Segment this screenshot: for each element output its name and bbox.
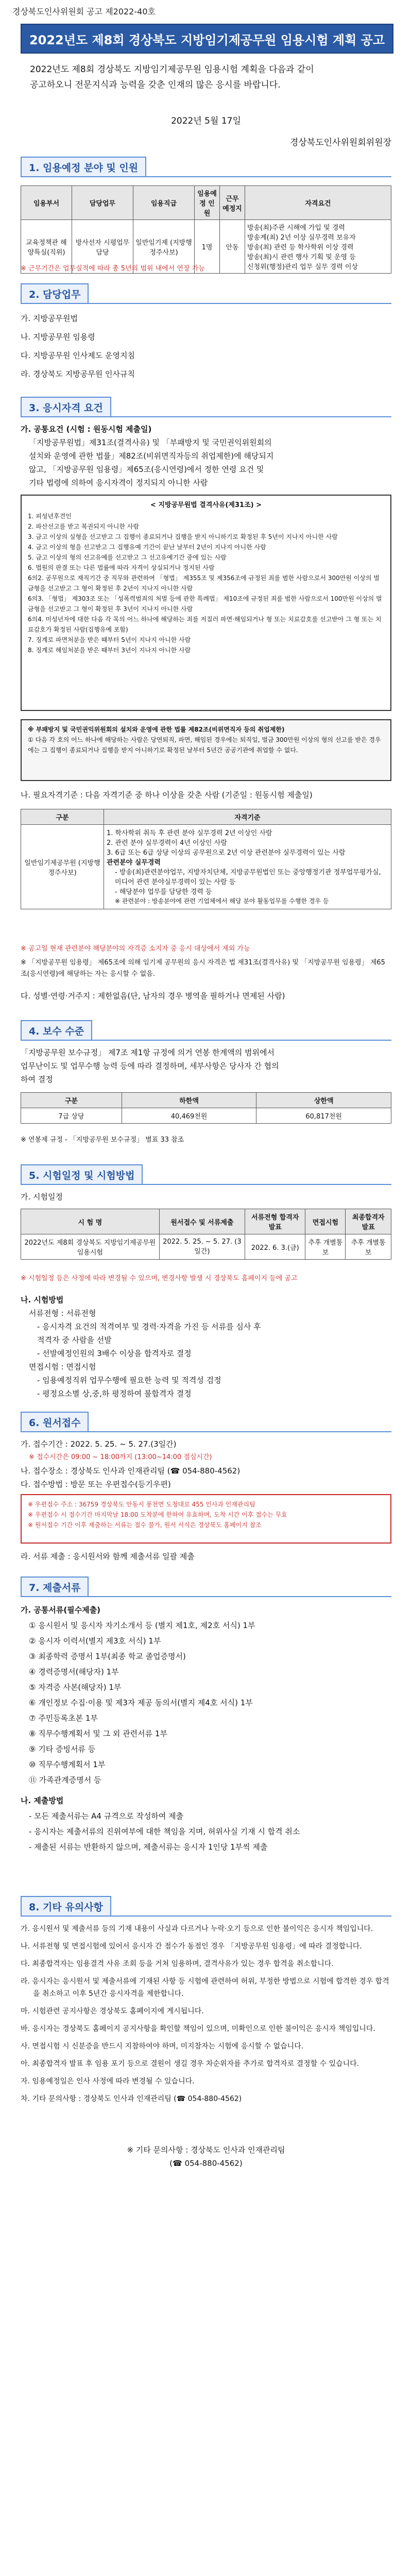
box-note: ※ 우편접수 시 접수기간 마지막날 18:00 도착분에 한하여 유효하며, 도착 시간 이후 접수는 무효 bbox=[28, 1511, 287, 1518]
paragraph-line: 하여 결정 bbox=[21, 1075, 53, 1084]
qual-line: 신청위(행정)관리 업무 실무 경력 이상 bbox=[247, 263, 358, 271]
paragraph-line: 「지방공무원 보수규정」 제7조 제1항 규정에 의거 연봉 한계액의 범위에서 bbox=[21, 1048, 274, 1057]
method-line: - 임용예정직위 업무수행에 필요한 능력 및 적격성 검정 bbox=[37, 1376, 221, 1385]
positions-table bbox=[21, 185, 391, 274]
section-4-rule bbox=[21, 1040, 391, 1041]
paragraph-line: 기타 법령에 의하여 응시자격이 정지되지 아니한 사람 bbox=[29, 478, 208, 487]
document-item: ⑦ 주민등록초본 1부 bbox=[29, 1714, 98, 1723]
table-row bbox=[21, 1108, 391, 1124]
cell-interview: 추후 개별통보 bbox=[305, 1234, 346, 1260]
method-line: - 평정요소별 상,중,하 평정하여 불합격자 결정 bbox=[37, 1389, 192, 1398]
col-header: 임용직급 bbox=[133, 186, 195, 220]
method-line: - 응시자격 요건의 적격여부 및 경력·자격을 가진 등 서류를 심사 후 bbox=[37, 1322, 261, 1331]
paragraph-line: 「지방공무원법」제31조(결격사유) 및 「부패방지 및 국민권익위원회의 bbox=[29, 438, 272, 447]
box-item: 6. 법원의 판결 또는 다른 법률에 따라 자격이 상실되거나 정지된 사람 bbox=[28, 564, 215, 571]
box-note: ※ 우편접수 주소 : 36759 경상북도 안동시 풍천면 도청대로 455 인사과 인재관리팀 bbox=[28, 1501, 255, 1508]
disqualification-box bbox=[21, 495, 391, 711]
exam-method-section bbox=[21, 1293, 391, 1400]
salary-table-header bbox=[21, 1093, 391, 1108]
cell-criteria bbox=[104, 825, 391, 909]
document-item: ⑥ 개인정보 수집·이용 및 제3자 제공 동의서(별지 제4호 서식) 1부 bbox=[29, 1698, 253, 1707]
section-1-note: ※ 근무기간은 업무실적에 따라 총 5년의 범위 내에서 연장 가능 bbox=[21, 265, 205, 273]
section-8-rule bbox=[21, 1916, 391, 1917]
col-header: 자격기준 bbox=[104, 809, 391, 825]
cell-grade: 7급 상당 bbox=[21, 1108, 122, 1124]
criteria-line: - 방송(최)관련분야업무, 지방자치단체, 지방공무원법인 또는 중앙행정기관 정부업무평가실, 미디어 관련 분야실무경력이 있는 사람 등 bbox=[115, 869, 381, 886]
table-row bbox=[21, 1234, 391, 1260]
salary-paragraph bbox=[21, 1046, 391, 1086]
col-header: 상한액 bbox=[256, 1093, 391, 1108]
issuing-organization: 경상북도인사위원회위원장 bbox=[289, 138, 391, 148]
contact-line: ※ 기타 문의사항 : 경상북도 인사과 인재관리팀 bbox=[127, 2145, 285, 2155]
announcement-title: 2022년도 제8회 경상북도 지방임기제공무원 임용시험 계획 공고 bbox=[21, 24, 393, 54]
section-3-rule bbox=[21, 416, 391, 417]
qualification-note: ※ 「지방공무원 임용령」 제65조에 의해 임기제 공무원의 응시 자격은 법 제31조(결격사유) 및 「지방공무원 임용령」 제65조(응시연령)에 해당하는 자는 응시할 수 없음. bbox=[21, 959, 385, 978]
box-item: 3. 금고 이상의 실형을 선고받고 그 집행이 종료되거나 집행을 받지 아니하기로 확정된 후 5년이 지나지 아니한 사람 bbox=[28, 533, 338, 540]
required-documents bbox=[21, 1602, 391, 1855]
subheading: 가. 공통요건 (시험 : 원동시험 제출일) bbox=[21, 425, 152, 434]
document-item: ③ 최종학력 증명서 1부(최종 학교 졸업증명서) bbox=[29, 1652, 186, 1661]
schedule-table bbox=[21, 1209, 391, 1260]
method-line: 적격자 중 사람을 선발 bbox=[37, 1335, 112, 1345]
cell-quals bbox=[245, 220, 391, 274]
section-2-heading: 2. 담당업무 bbox=[21, 283, 89, 304]
box-item: 4. 금고 이상의 형을 선고받고 그 집행유예 기간이 끝난 날부터 2년이 지나지 아니한 사람 bbox=[28, 544, 266, 551]
method-line: 면접시험 : 면접시험 bbox=[29, 1362, 96, 1371]
cell-min: 40,469천원 bbox=[122, 1108, 256, 1124]
cell-count: 1명 bbox=[195, 220, 220, 274]
precaution-item: 나. 서류전형 및 면접시험에 있어서 응시자 간 점수가 동점인 경우 「지방공무원 임용령」에 따라 결정합니다. bbox=[21, 1942, 362, 1951]
anti-corruption-box bbox=[21, 719, 391, 781]
box-item: 7. 징계로 파면처분을 받은 때부터 5년이 지나지 아니한 사람 bbox=[28, 636, 191, 643]
document-item: ⑩ 직무수행계획서 1부 bbox=[29, 1760, 106, 1769]
col-header: 최종합격자 발표 bbox=[346, 1209, 391, 1234]
box-item: 8. 징계로 해임처분을 받은 때부터 3년이 지나지 아니한 사람 bbox=[28, 647, 191, 654]
document-item: ⑤ 자격증 사본(해당자) 1부 bbox=[29, 1683, 122, 1692]
criteria-line: 1. 학사학위 취득 후 관련 분야 실무경력 2년 이상인 사람 bbox=[107, 829, 272, 837]
cell-doc-result: 2022. 6. 3.(금) bbox=[245, 1234, 305, 1260]
box-item: 5. 금고 이상의 형의 선고유예를 선고받고 그 선고유예기간 중에 있는 사람 bbox=[28, 554, 227, 561]
qual-line: 방송(최)주관 시해에 가입 및 경력 bbox=[247, 224, 345, 232]
document-submission: 라. 서류 제출 : 응시원서와 함께 제출서류 일괄 제출 bbox=[21, 1552, 195, 1561]
method-line: - 선발예정인원의 3배수 이상을 합격자로 결정 bbox=[37, 1349, 192, 1358]
precautions-list bbox=[21, 1923, 391, 2110]
postal-application-box bbox=[21, 1494, 391, 1544]
col-header: 서류전형 합격자 발표 bbox=[245, 1209, 305, 1234]
submission-rule: - 제출된 서류는 반환하지 않으며, 제출서류는 응시자 1인당 1부씩 제출 bbox=[29, 1842, 268, 1852]
cell-place: 안동 bbox=[220, 220, 245, 274]
precaution-item: 다. 최종합격자는 임용결격 사유 조회 등을 거쳐 임용하며, 결격사유가 있는 경우 합격을 취소합니다. bbox=[21, 1960, 334, 1968]
subheading: 가. 공통서류(필수제출) bbox=[21, 1605, 101, 1615]
application-method: 다. 접수방법 : 방문 또는 우편접수(등기우편) bbox=[21, 1480, 171, 1489]
box-item: 2. 파산선고를 받고 복권되지 아니한 사람 bbox=[28, 523, 139, 530]
section-6-rule bbox=[21, 1431, 391, 1432]
cell-dept: 교육정책관 해양특실(직위) bbox=[21, 220, 72, 274]
section-1-rule bbox=[21, 176, 391, 177]
box-note: ※ 부패방지 및 국민권익위원회의 설치와 운영에 관한 법률 제82조(비위면직자 등의 취업제한) bbox=[28, 726, 285, 733]
box-item: 1. 피성년후견인 bbox=[28, 513, 72, 520]
subheading: 나. 시험방법 bbox=[21, 1295, 64, 1304]
qualification-footnote: ※ 공고일 현재 관련분야 해당분야의 자격증 소지자 중 응시 대상에서 제외 가능 bbox=[21, 945, 250, 953]
application-period: 가. 접수기간 : 2022. 5. 25. ~ 5. 27.(3일간) bbox=[21, 1439, 177, 1449]
box-title: < 지방공무원법 결격사유(제31조) > bbox=[150, 501, 262, 509]
cell-grade-label: 일반임기제공무원 (지방행정주사보) bbox=[21, 825, 104, 909]
col-header: 임용부서 bbox=[21, 186, 72, 220]
schedule-note: ※ 시험일정 등은 사정에 따라 변경될 수 있으며, 변경사항 발생 시 경상북도 홈페이지 등에 공고 bbox=[21, 1275, 298, 1282]
col-header: 구분 bbox=[21, 809, 104, 825]
precaution-item: 라. 응시자는 응시원서 및 제출서류에 기재된 사항 등 시험에 관련하여 허위, 부정한 방법으로 시험에 합격한 경우 합격을 취소하고 이후 5년간 응시자격을 제한합니다. bbox=[21, 1977, 389, 1998]
cell-final-result: 추후 개별통보 bbox=[346, 1234, 391, 1260]
legal-basis-item: 다. 지방공무원 인사제도 운영지침 bbox=[21, 351, 135, 360]
qual-line: 방송(최)시 관련 행사 기획 및 운영 등 bbox=[247, 253, 356, 261]
submission-rule: - 응시자는 제출서류의 진위여부에 대한 책임을 지며, 허위사실 기재 시 합격 취소 bbox=[29, 1827, 300, 1836]
col-header: 자격요건 bbox=[245, 186, 391, 220]
box-item: 6의4. 미성년자에 대한 다음 각 목의 어느 하나에 해당하는 죄를 저질러 파면·해임되거나 형 또는 치료감호를 선고받아 그 형 또는 치료감호가 확정된 사람(집행유예 포함) bbox=[28, 616, 382, 633]
qualification-table-header bbox=[21, 809, 391, 825]
cell-exam-name: 2022년도 제8회 경상북도 지방임기제공무원 임용시험 bbox=[21, 1234, 160, 1260]
cell-application: 2022. 5. 25. ~ 5. 27. (3일간) bbox=[159, 1234, 245, 1260]
criteria-line: 3. 6급 또는 6급 상당 이상의 공무원으로 2년 이상 관련분야 실무경력이 있는 사람 bbox=[107, 849, 346, 857]
intro-line: 공고하오니 전문지식과 능력을 갖춘 인재의 많은 응시를 바랍니다. bbox=[30, 80, 281, 90]
application-place: 나. 접수장소 : 경상북도 인사과 인재관리팀 (☎ 054-880-4562) bbox=[21, 1466, 241, 1476]
table-row bbox=[21, 825, 391, 909]
required-qualification-heading: 나. 필요자격기준 : 다음 자격기준 중 하나 이상을 갖춘 사람 (기준일 : 원동시험 제출일) bbox=[21, 790, 313, 800]
section-6-heading: 6. 원서접수 bbox=[21, 1412, 89, 1432]
document-item: ⑨ 기타 증빙서류 등 bbox=[29, 1744, 96, 1754]
criteria-line: 2. 관련 분야 실무경력이 4년 이상인 사람 bbox=[107, 839, 227, 847]
section-1-heading: 1. 임용예정 분야 및 인원 bbox=[21, 157, 146, 177]
application-period-note: ※ 접수시간은 09:00 ~ 18:00까지 (13:00~14:00 점심시간) bbox=[29, 1453, 212, 1461]
box-item: 6의3. 「형법」 제303조 또는 「성폭력범죄의 처벌 등에 관한 특례법」 제10조에 규정된 죄를 범한 사람으로서 100만원 이상의 벌금형을 선고받고 그 형이 확정된 후 3년이 지나지 아니한 사람 bbox=[28, 595, 382, 613]
legal-basis-item: 나. 지방공무원 임용령 bbox=[21, 332, 95, 342]
col-header: 원서접수 및 서류제출 bbox=[159, 1209, 245, 1234]
document-item: ⑪ 가족관계증명서 등 bbox=[29, 1775, 101, 1785]
paragraph-line: 않고, 「지방공무원 임용령」제65조(응시연령)에서 정한 연령 요건 및 bbox=[29, 465, 264, 474]
section-8-heading: 8. 기타 유의사항 bbox=[21, 1896, 111, 1917]
col-header: 구분 bbox=[21, 1093, 122, 1108]
precaution-item: 차. 기타 문의사항 : 경상북도 인사과 인재관리팀 (☎ 054-880-4562) bbox=[21, 2095, 242, 2103]
precaution-item: 사. 면접시험 시 신분증을 반드시 지참하여야 하며, 미지참자는 시험에 응시할 수 없습니다. bbox=[21, 2042, 304, 2050]
common-requirements bbox=[21, 422, 391, 489]
contact-info bbox=[21, 2143, 391, 2170]
precaution-item: 마. 시험관련 공지사항은 경상북도 홈페이지에 게시됩니다. bbox=[21, 2007, 204, 2015]
document-item: ② 응시자 이력서(별지 제3호 서식) 1부 bbox=[29, 1636, 161, 1646]
section-2-rule bbox=[21, 303, 391, 304]
cell-task: 방사선자 시평업무 담당 bbox=[72, 220, 133, 274]
criteria-line: 관련분야 실무경력 bbox=[107, 859, 161, 867]
legal-basis-item: 가. 지방공무원법 bbox=[21, 314, 78, 323]
schedule-heading: 가. 시험일정 bbox=[21, 1192, 63, 1201]
box-note: ※ 원서접수 기간 이후 제출하는 서류는 접수 불가, 원서 서식은 경상북도 홈페이지 참조 bbox=[28, 1521, 262, 1529]
qualification-table bbox=[21, 809, 391, 909]
criteria-line: ※ 관련분야 : 방송분야에 관련 기업체에서 해당 분야 활동업무를 수행한 경우 등 bbox=[115, 897, 329, 905]
qual-line: 방송계(최) 2년 이상 실무경력 보유자 bbox=[247, 234, 356, 242]
document-item: ① 응시원서 및 응시자 자기소개서 등 (별지 제1호, 제2호 서식) 1부 bbox=[29, 1621, 255, 1630]
positions-table-header bbox=[21, 186, 391, 220]
document-item: ⑧ 직무수행계획서 및 그 외 관련서류 1부 bbox=[29, 1729, 167, 1738]
section-7-heading: 7. 제출서류 bbox=[21, 1577, 89, 1597]
box-item: 6의2. 공무원으로 재직기간 중 직무와 관련하여 「형법」 제355조 및 제356조에 규정된 죄를 범한 사람으로서 300만원 이상의 벌금형을 선고받고 그 형이 확정된 후 2년이 지나지 아니한 사람 bbox=[28, 574, 380, 592]
contact-line: (☎ 054-880-4562) bbox=[169, 2159, 243, 2168]
precaution-item: 아. 최종합격자 발표 후 임용 포기 등으로 결원이 생길 경우 차순위자를 추가로 합격자로 결정할 수 있습니다. bbox=[21, 2060, 359, 2068]
precaution-item: 가. 응시원서 및 제출서류 등의 기재 내용이 사실과 다르거나 누락·오기 등으로 인한 불이익은 응시자 책임입니다. bbox=[21, 1925, 373, 1933]
announcement-number: 경상북도인사위원회 공고 제2022-40호 bbox=[12, 7, 156, 16]
col-header: 근무 예정지 bbox=[220, 186, 245, 220]
criteria-line: - 해당분야 업무를 담당한 경력 등 bbox=[115, 888, 212, 896]
box-note: ① 다음 각 호의 어느 하나에 해당하는 사람은 당연퇴직, 파면, 해임된 경우에는 퇴직일, 벌금 300만원 이상의 형의 선고를 받은 경우에는 그 집행이 종료되거나 집행을 받지 아니하기로 확정된 날부터 5년간 공공기관에 취업할 수 없다. bbox=[28, 736, 381, 754]
submission-rule: - 모든 제출서류는 A4 규격으로 작성하여 제출 bbox=[29, 1811, 184, 1821]
precaution-item: 자. 임용예정일은 인사 사정에 따라 변경될 수 있습니다. bbox=[21, 2077, 195, 2086]
col-header: 면접시험 bbox=[305, 1209, 346, 1234]
section-4-heading: 4. 보수 수준 bbox=[21, 1020, 92, 1041]
col-header: 임용예정 인원 bbox=[195, 186, 220, 220]
section-3-heading: 3. 응시자격 요건 bbox=[21, 397, 111, 417]
other-requirements: 다. 성별·연령·거주지 : 제한없음(단, 남자의 경우 병역을 필하거나 면제된 사람) bbox=[21, 991, 285, 1001]
precaution-item: 바. 응시자는 경상북도 홈페이지 공지사항을 확인할 책임이 있으며, 미확인으로 인한 불이익은 응시자 책임입니다. bbox=[21, 2025, 375, 2033]
method-line: 서류전형 : 서류전형 bbox=[29, 1309, 96, 1318]
col-header: 시 험 명 bbox=[21, 1209, 160, 1234]
salary-note: ※ 연봉제 규정 - 「지방공무원 보수규정」 별표 33 참조 bbox=[21, 1136, 184, 1144]
section-7-rule bbox=[21, 1596, 391, 1597]
section-5-heading: 5. 시험일정 및 시험방법 bbox=[21, 1164, 143, 1185]
application-info bbox=[21, 1437, 391, 1491]
qual-line: 방송(최) 관련 등 학사학위 이상 경력 bbox=[247, 244, 354, 251]
schedule-table-header bbox=[21, 1209, 391, 1234]
cell-grade: 일반임기제 (지방행정주사보) bbox=[133, 220, 195, 274]
intro-paragraph bbox=[21, 62, 391, 93]
document-item: ④ 경력증명서(해당자) 1부 bbox=[29, 1667, 119, 1676]
paragraph-line: 설치와 운영에 관한 법률」제82조(비위면직자등의 취업제한)에 해당되지 bbox=[29, 451, 274, 461]
announcement-date: 2022년 5월 17일 bbox=[171, 116, 241, 126]
col-header: 하한액 bbox=[122, 1093, 256, 1108]
subheading: 나. 제출방법 bbox=[21, 1796, 64, 1805]
legal-basis-list bbox=[21, 309, 391, 383]
salary-table bbox=[21, 1092, 391, 1124]
intro-line: 2022년도 제8회 경상북도 지방임기제공무원 임용시험 계획을 다음과 같이 bbox=[30, 64, 314, 75]
section-5-rule bbox=[21, 1184, 391, 1185]
legal-basis-item: 라. 경상북도 지방공무원 인사규칙 bbox=[21, 369, 135, 379]
col-header: 담당업무 bbox=[72, 186, 133, 220]
paragraph-line: 업무난이도 및 업무수행 능력 등에 따라 결정하며, 세부사항은 당사자 간 협의 bbox=[21, 1061, 279, 1071]
cell-max: 60,817천원 bbox=[256, 1108, 391, 1124]
